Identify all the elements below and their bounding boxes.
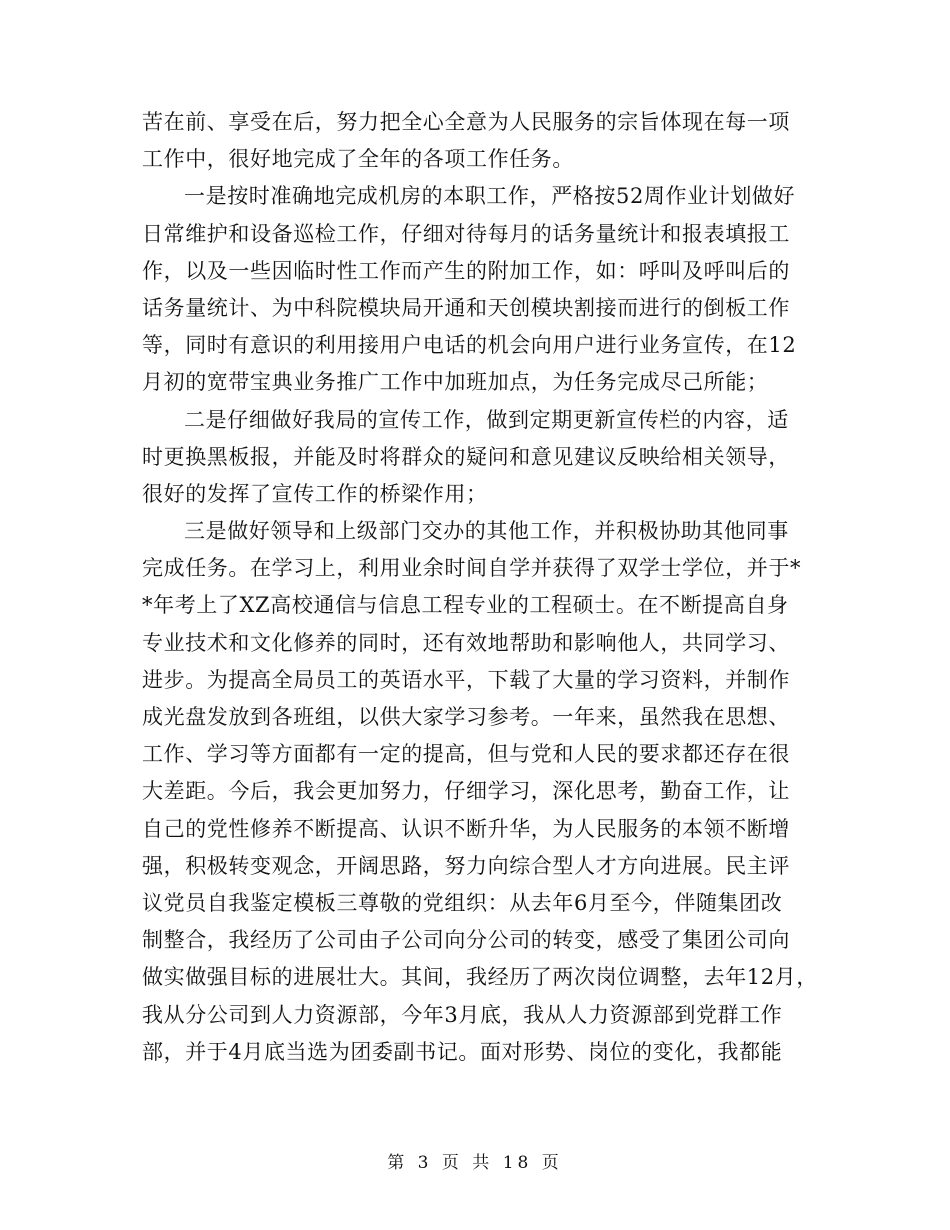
text-line: 等，同时有意识的利用接用户电话的机会向用户进行业务宣传，在12	[142, 333, 797, 358]
text-line: 部，并于4月底当选为团委副书记。面对形势、岗位的变化，我都能	[142, 1039, 783, 1064]
text-line: 自己的党性修养不断提高、认识不断升华，为人民服务的本领不断增	[142, 816, 790, 841]
text-line: 强，积极转变观念，开阔思路，努力向综合型人才方向进展。民主评	[142, 853, 790, 878]
text-line: 大差距。今后，我会更加努力，仔细学习，深化思考，勤奋工作，让	[142, 779, 790, 804]
text-line: 工作、学习等方面都有一定的提高，但与党和人民的要求都还存在很	[142, 742, 790, 767]
text-line: 日常维护和设备巡检工作，仔细对待每月的话务量统计和报表填报工	[142, 221, 790, 246]
text-line: 二是仔细做好我局的宣传工作，做到定期更新宣传栏的内容，适	[184, 407, 789, 432]
text-line: 做实做强目标的进展壮大。其间，我经历了两次岗位调整，去年12月，	[142, 965, 818, 990]
text-line: 月初的宽带宝典业务推广工作中加班加点，为任务完成尽己所能；	[142, 370, 769, 395]
text-line: 工作中，很好地完成了全年的各项工作任务。	[142, 147, 574, 172]
text-line: 议党员自我鉴定模板三尊敬的党组织：从去年6月至今，伴随集团改	[142, 890, 783, 915]
text-line: 苦在前、享受在后，努力把全心全意为人民服务的宗旨体现在每一项	[142, 110, 790, 134]
text-line: 专业技术和文化修养的同时，还有效地帮助和影响他人，共同学习、	[142, 630, 790, 655]
text-line: 制整合，我经历了公司由子公司向分公司的转变，感受了集团公司向	[142, 928, 790, 953]
page-number-footer: 第 3 页 共 18 页	[387, 1153, 563, 1173]
body-text	[142, 104, 822, 1071]
text-line: 话务量统计、为中科院模块局开通和天创模块割接而进行的倒板工作	[142, 295, 790, 320]
text-line: 三是做好领导和上级部门交办的其他工作，并积极协助其他同事	[184, 519, 789, 544]
text-line: 进步。为提高全局员工的英语水平，下载了大量的学习资料，并制作	[142, 667, 790, 692]
text-line: 很好的发挥了宣传工作的桥梁作用；	[142, 481, 488, 506]
text-line: 作，以及一些因临时性工作而产生的附加工作，如：呼叫及呼叫后的	[142, 258, 790, 283]
text-line: *年考上了XZ高校通信与信息工程专业的工程硕士。在不断提高自身	[142, 593, 789, 618]
text-line: 一是按时准确地完成机房的本职工作，严格按52周作业计划做好	[184, 184, 796, 209]
text-line: 我从分公司到人力资源部，今年3月底，我从人力资源部到党群工作	[142, 1002, 783, 1027]
text-line: 完成任务。在学习上，利用业余时间自学并获得了双学士学位，并于*	[142, 556, 802, 581]
text-line: 成光盘发放到各班组，以供大家学习参考。一年来，虽然我在思想、	[142, 705, 790, 729]
text-line: 时更换黑板报，并能及时将群众的疑问和意见建议反映给相关领导，	[142, 444, 790, 469]
